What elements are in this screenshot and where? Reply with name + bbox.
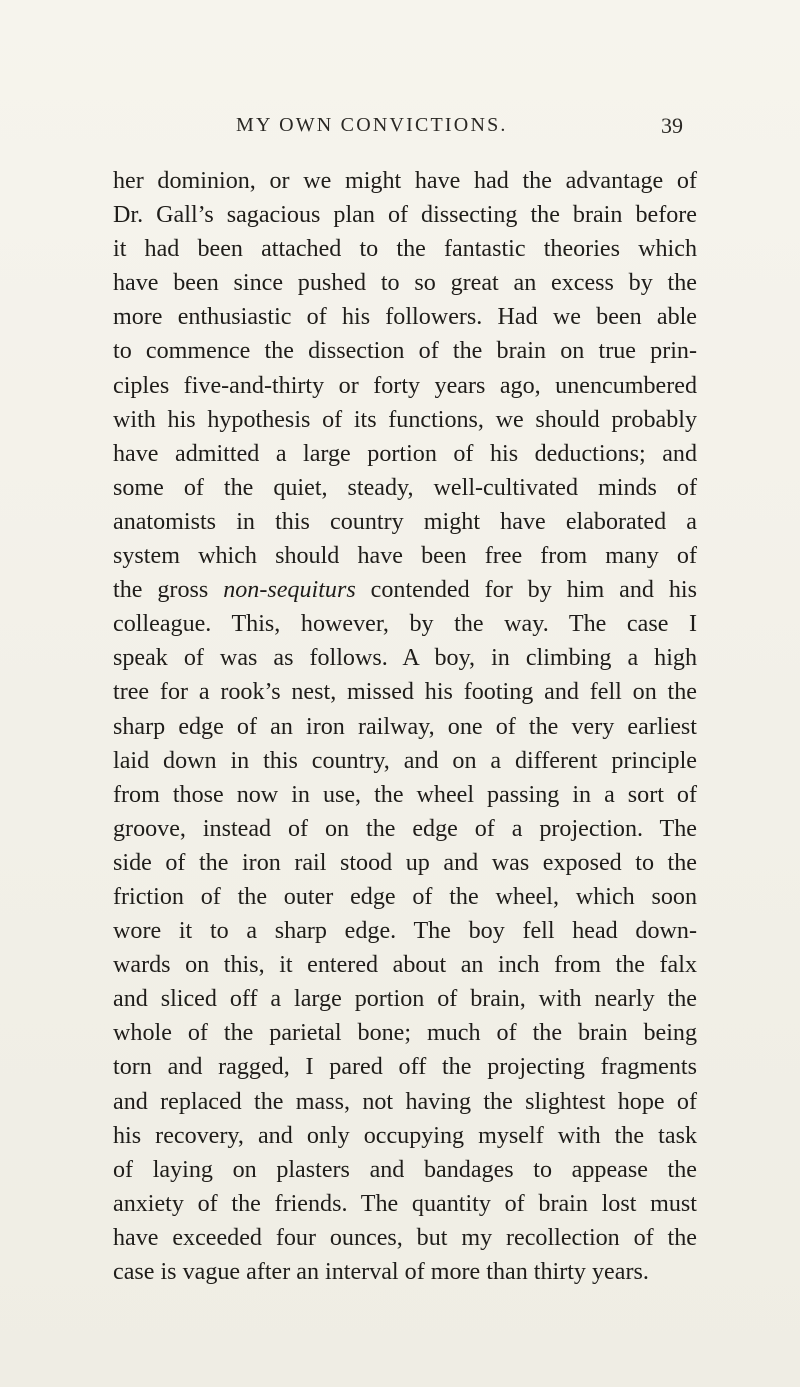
text-line-10: some of the quiet, steady, well-cultivated minds of xyxy=(113,474,697,501)
text-line-17: sharp edge of an iron railway, one of the very earliest xyxy=(113,713,697,740)
text-line-30: of laying on plasters and bandages to appease the xyxy=(113,1156,697,1183)
text-line-22: friction of the outer edge of the wheel, which soon xyxy=(113,883,697,910)
text-line-21: side of the iron rail stood up and was exposed to the xyxy=(113,849,697,876)
page-number: 39 xyxy=(661,113,683,138)
text-line-6: to commence the dissection of the brain on true prin- xyxy=(113,338,697,365)
text-line-29: his recovery, and only occupying myself with the task xyxy=(113,1122,697,1149)
text-line-16: tree for a rook’s nest, missed his footing and fell on the xyxy=(113,679,697,706)
text-line-14: colleague. This, however, by the way. The case I xyxy=(113,611,697,638)
text-line-13-after: contended for by him and his xyxy=(355,577,697,604)
text-line-33: case is vague after an interval of more than thirty years. xyxy=(113,1259,649,1285)
text-line-24: wards on this, it entered about an inch from the falx xyxy=(113,952,697,979)
text-line-25: and sliced off a large portion of brain, with nearly the xyxy=(113,986,697,1013)
text-line-3: it had been attached to the fantastic theories which xyxy=(113,236,697,263)
text-line-11: anatomists in this country might have elaborated a xyxy=(113,508,697,535)
text-line-19: from those now in use, the wheel passing in a sort of xyxy=(113,781,697,808)
text-line-28: and replaced the mass, not having the slightest hope of xyxy=(113,1088,697,1115)
italic-term-non-sequiturs: non-sequiturs xyxy=(223,577,356,604)
text-line-5: more enthusiastic of his followers. Had we been able xyxy=(113,304,697,331)
text-line-27: torn and ragged, I pared off the projecting fragments xyxy=(113,1054,697,1081)
running-head xyxy=(0,114,800,142)
text-line-12: system which should have been free from many of xyxy=(113,543,697,570)
text-line-18: laid down in this country, and on a different principle xyxy=(113,747,697,774)
text-line-31: anxiety of the friends. The quantity of brain lost must xyxy=(113,1190,697,1217)
text-line-15: speak of was as follows. A boy, in climbing a high xyxy=(113,645,697,672)
text-line-9: have admitted a large portion of his deductions; and xyxy=(113,440,697,467)
text-line-2: Dr. Gall’s sagacious plan of dissecting the brain before xyxy=(113,202,697,229)
running-title: MY OWN CONVICTIONS. xyxy=(236,114,508,136)
text-line-8: with his hypothesis of its functions, we should probably xyxy=(113,406,697,433)
text-line-7: ciples five-and-thirty or forty years ago, unencumbered xyxy=(113,372,697,399)
text-line-20: groove, instead of on the edge of a projection. The xyxy=(113,815,697,842)
text-line-4: have been since pushed to so great an excess by the xyxy=(113,270,697,297)
text-line-23: wore it to a sharp edge. The boy fell head down- xyxy=(113,918,697,945)
text-line-13 xyxy=(113,573,697,607)
text-line-32: have exceeded four ounces, but my recollection of the xyxy=(113,1224,697,1251)
body-text xyxy=(113,164,697,1289)
text-line-26: whole of the parietal bone; much of the brain being xyxy=(113,1020,697,1047)
text-line-13-before: the gross xyxy=(113,577,224,604)
text-line-1: her dominion, or we might have had the advantage of xyxy=(113,168,697,194)
